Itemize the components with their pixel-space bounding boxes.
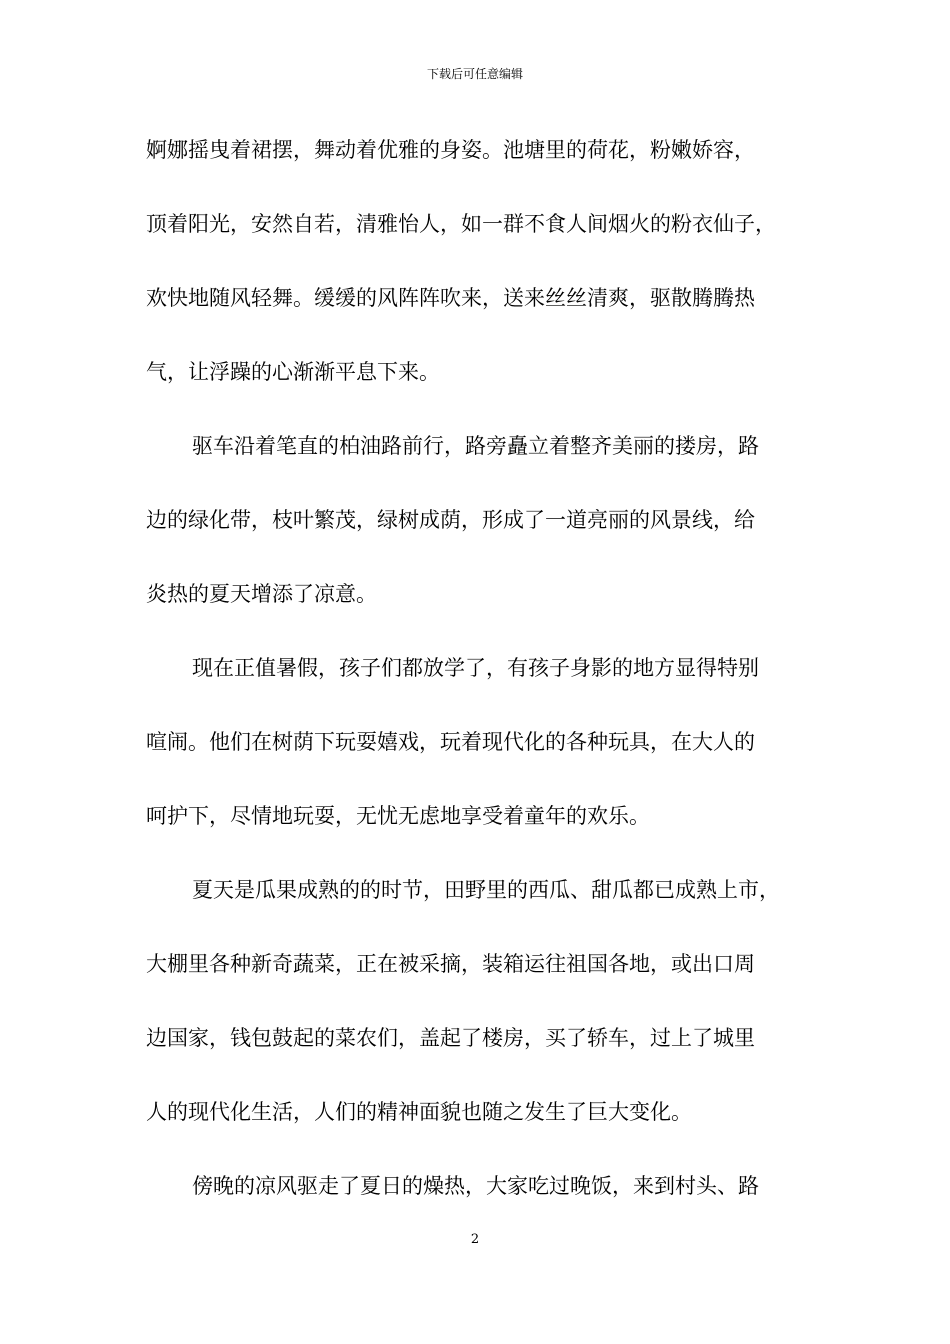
text-line: 边国家，钱包鼓起的菜农们，盖起了楼房，买了轿车，过上了城里 [146, 1026, 755, 1050]
document-body [146, 128, 836, 1238]
text-line: 炎热的夏天增添了凉意。 [146, 582, 377, 606]
page-header: 下载后可任意编辑 [426, 67, 523, 81]
text-line: 呵护下，尽情地玩耍，无忧无虑地享受着童年的欢乐。 [146, 804, 650, 828]
paragraph-first-line: 夏天是瓜果成熟的的时节，田野里的西瓜、甜瓜都已成熟上市， [192, 878, 780, 902]
text-line: 人的现代化生活，人们的精神面貌也随之发生了巨大变化。 [146, 1100, 692, 1124]
paragraph-first-line: 傍晚的凉风驱走了夏日的燥热，大家吃过晚饭，来到村头、路 [192, 1174, 759, 1198]
text-line: 婀娜摇曳着裙摆，舞动着优雅的身姿。池塘里的荷花，粉嫩娇容， [146, 138, 755, 162]
text-line: 欢快地随风轻舞。缓缓的风阵阵吹来，送来丝丝清爽，驱散腾腾热 [146, 286, 755, 310]
paragraph-first-line: 现在正值暑假，孩子们都放学了，有孩子身影的地方显得特别 [192, 656, 759, 680]
text-line: 气，让浮躁的心渐渐平息下来。 [146, 360, 440, 384]
text-line: 边的绿化带，枝叶繁茂，绿树成荫，形成了一道亮丽的风景线，给 [146, 508, 755, 532]
paragraph-first-line: 驱车沿着笔直的柏油路前行，路旁矗立着整齐美丽的搂房，路 [192, 434, 759, 458]
text-line: 喧闹。他们在树荫下玩耍嬉戏，玩着现代化的各种玩具，在大人的 [146, 730, 755, 754]
text-line: 大棚里各种新奇蔬菜，正在被采摘，装箱运往祖国各地，或出口周 [146, 952, 755, 976]
page-number: 2 [470, 1232, 480, 1247]
text-line: 顶着阳光，安然自若，清雅怡人，如一群不食人间烟火的粉衣仙子， [146, 212, 776, 236]
